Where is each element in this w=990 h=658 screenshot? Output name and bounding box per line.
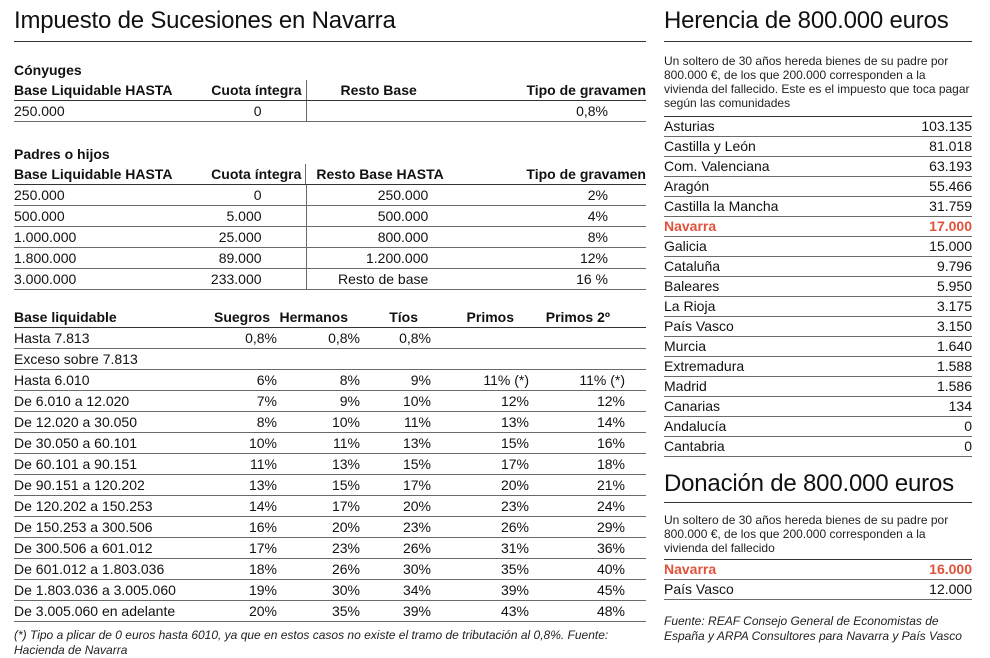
table-cell: 31%	[500, 540, 529, 556]
list-item	[664, 559, 972, 580]
region-name: Baleares	[664, 278, 720, 294]
table-cell: De 30.050 a 60.101	[14, 435, 137, 451]
table-cell: 18%	[596, 456, 625, 472]
table-cell: 5.000	[174, 206, 307, 226]
table-cell: 16 %	[576, 271, 608, 287]
region-name: Andalucía	[664, 418, 727, 434]
table-cell: 10%	[248, 435, 277, 451]
table-row	[14, 496, 646, 517]
region-name: Murcia	[664, 338, 707, 354]
table-header	[14, 164, 646, 185]
table-cell	[360, 349, 431, 369]
table-cell: 3.000.000	[14, 271, 77, 287]
table-cell: 20%	[402, 498, 431, 514]
table-cell: 0,8%	[399, 330, 431, 346]
list-item	[664, 277, 972, 297]
tax-amount: 81.018	[929, 138, 972, 154]
region-name: Madrid	[664, 378, 707, 394]
region-name: Cataluña	[664, 258, 721, 274]
herencia-title: Herencia de 800.000 euros	[664, 1, 972, 42]
table-cell: 24%	[596, 498, 625, 514]
table-cell: 35%	[500, 561, 529, 577]
table-cell: Exceso sobre 7.813	[14, 351, 138, 367]
table-cell: 13%	[248, 477, 277, 493]
tax-amount: 134	[948, 398, 972, 414]
column-header: Base liquidable	[14, 309, 117, 325]
table-cell: 14%	[248, 498, 277, 514]
padres-table-body	[14, 185, 646, 290]
table-cell: 26%	[402, 540, 431, 556]
region-name: Canarias	[664, 398, 721, 414]
otros-table-body	[14, 328, 646, 622]
region-name: Castilla y León	[664, 138, 756, 154]
table-cell: 250.000	[377, 187, 429, 203]
table-row	[14, 185, 646, 206]
list-item	[664, 137, 972, 157]
table-cell	[529, 349, 625, 369]
table-cell: De 150.253 a 300.506	[14, 519, 153, 535]
table-cell: 1.000.000	[14, 229, 77, 245]
list-item	[664, 157, 972, 177]
table-row	[14, 227, 646, 248]
table-row	[14, 412, 646, 433]
table-cell: 9%	[339, 393, 360, 409]
table-cell: 17%	[500, 456, 529, 472]
table-cell: De 300.506 a 601.012	[14, 540, 153, 556]
table-cell: 6%	[256, 372, 277, 388]
tax-amount: 12.000	[929, 581, 972, 597]
tax-amount: 1.586	[936, 378, 972, 394]
table-cell: De 60.101 a 90.151	[14, 456, 137, 472]
table-cell	[431, 349, 529, 369]
column-header: Primos 2º	[545, 309, 610, 325]
table-cell: 500.000	[14, 208, 65, 224]
table-cell: 29%	[596, 519, 625, 535]
list-item	[664, 437, 972, 457]
column-header: Resto Base HASTA	[316, 166, 444, 182]
table-cell: 15%	[402, 456, 431, 472]
table-cell: Hasta 6.010	[14, 372, 90, 388]
section-title-conyuges: Cónyuges	[14, 62, 82, 78]
table-cell: 250.000	[14, 103, 65, 119]
table-cell: 0,8%	[328, 330, 360, 346]
table-row	[14, 580, 646, 601]
table-cell: 13%	[402, 435, 431, 451]
table-cell: 11%	[250, 456, 277, 472]
column-header: Cuota íntegra	[174, 80, 307, 100]
column-header: Tíos	[389, 309, 418, 325]
table-row	[14, 391, 646, 412]
table-cell: 23%	[500, 498, 529, 514]
list-item	[664, 397, 972, 417]
table-cell: 17%	[248, 540, 277, 556]
table-cell: De 1.803.036 a 3.005.060	[14, 582, 176, 598]
list-item	[664, 297, 972, 317]
table-cell: De 6.010 a 12.020	[14, 393, 130, 409]
table-cell: 89.000	[174, 248, 307, 268]
region-name: Asturias	[664, 118, 715, 134]
table-header	[14, 80, 646, 101]
table-cell: 11%	[404, 414, 431, 430]
herencia-list	[664, 116, 972, 457]
tax-amount: 3.150	[936, 318, 972, 334]
list-item	[664, 177, 972, 197]
column-header: Tipo de gravamen	[526, 166, 646, 182]
table-cell	[431, 328, 529, 348]
source-note: Fuente: REAF Consejo General de Economistas de España y ARPA Consultores para Navarra y País Vasco	[664, 614, 962, 643]
list-item	[664, 237, 972, 257]
table-cell: De 90.151 a 120.202	[14, 477, 145, 493]
table-cell: 1.800.000	[14, 250, 77, 266]
table-row	[14, 349, 646, 370]
column-header: Primos	[466, 309, 514, 325]
table-row	[14, 601, 646, 622]
table-cell	[277, 349, 360, 369]
region-name: Com. Valenciana	[664, 158, 770, 174]
table-cell: 0	[174, 101, 307, 121]
table-cell: 43%	[500, 603, 529, 619]
table-cell: 18%	[248, 561, 277, 577]
table-cell: 8%	[339, 372, 360, 388]
region-name: Navarra	[664, 561, 717, 577]
table-cell: 34%	[402, 582, 431, 598]
footnote: (*) Tipo a plicar de 0 euros hasta 6010, ya que en estos casos no existe el tramo de tributación al 0,8%. Fuente: Hacienda de Navarra	[14, 628, 609, 657]
tax-amount: 15.000	[929, 238, 972, 254]
tax-amount: 5.950	[936, 278, 972, 294]
table-cell: 26%	[500, 519, 529, 535]
table-cell: 26%	[331, 561, 360, 577]
region-name: Navarra	[664, 218, 717, 234]
table-cell: 0,8%	[576, 103, 608, 119]
table-cell: 36%	[596, 540, 625, 556]
column-header: Resto Base	[340, 82, 417, 98]
table-row	[14, 475, 646, 496]
table-cell: 11%	[333, 435, 360, 451]
table-row	[14, 370, 646, 391]
tax-amount: 16.000	[929, 561, 972, 577]
list-item	[664, 377, 972, 397]
tax-amount: 3.175	[936, 298, 972, 314]
column-header: Base Liquidable HASTA	[14, 166, 173, 182]
table-cell	[307, 101, 443, 121]
table-cell: 30%	[331, 582, 360, 598]
table-cell: 15%	[500, 435, 529, 451]
table-cell: Hasta 7.813	[14, 330, 90, 346]
table-cell: Resto de base	[338, 271, 429, 287]
table-cell: 800.000	[377, 229, 429, 245]
table-row	[14, 538, 646, 559]
table-cell: 48%	[596, 603, 625, 619]
region-name: Cantabria	[664, 438, 725, 454]
table-cell: 4%	[587, 208, 608, 224]
region-name: Aragón	[664, 178, 710, 194]
table-cell: 11% (*)	[579, 372, 625, 388]
table-cell: De 12.020 a 30.050	[14, 414, 137, 430]
table-cell: 0	[174, 185, 307, 205]
column-header: Hermanos	[279, 309, 348, 325]
region-name: La Rioja	[664, 298, 716, 314]
table-cell: 11% (*)	[483, 372, 529, 388]
table-row	[14, 433, 646, 454]
section-title-padres: Padres o hijos	[14, 146, 110, 162]
table-cell: 35%	[331, 603, 360, 619]
list-item	[664, 116, 972, 137]
tax-amount: 1.588	[936, 358, 972, 374]
table-cell: 233.000	[174, 269, 307, 289]
tax-amount: 63.193	[929, 158, 972, 174]
table-row	[14, 269, 646, 290]
tax-amount: 31.759	[929, 198, 972, 214]
list-item	[664, 257, 972, 277]
table-cell: 45%	[596, 582, 625, 598]
table-row	[14, 248, 646, 269]
table-cell: 10%	[402, 393, 431, 409]
region-name: Castilla la Mancha	[664, 198, 779, 214]
region-name: Extremadura	[664, 358, 745, 374]
table-cell: 12%	[500, 393, 529, 409]
table-cell: 250.000	[14, 187, 65, 203]
tax-amount: 103.135	[921, 118, 972, 134]
table-cell: 39%	[500, 582, 529, 598]
tax-amount: 17.000	[929, 218, 972, 234]
list-item	[664, 337, 972, 357]
table-row	[14, 328, 646, 349]
tax-amount: 55.466	[929, 178, 972, 194]
table-cell: 500.000	[377, 208, 429, 224]
table-cell: 39%	[402, 603, 431, 619]
column-header: Tipo de gravamen	[526, 82, 646, 98]
table-row	[14, 517, 646, 538]
list-item	[664, 580, 972, 600]
table-cell: 10%	[331, 414, 360, 430]
page-title: Impuesto de Sucesiones en Navarra	[14, 1, 646, 42]
tax-amount: 1.640	[936, 338, 972, 354]
table-row	[14, 206, 646, 227]
table-header	[14, 307, 646, 328]
table-cell: 9%	[410, 372, 431, 388]
table-cell: De 601.012 a 1.803.036	[14, 561, 165, 577]
column-header: Base Liquidable HASTA	[14, 82, 173, 98]
list-item	[664, 197, 972, 217]
herencia-intro: Un soltero de 30 años hereda bienes de su padre por 800.000 €, de los que 200.000 corresponden a la vivienda del fallecido. Este es el impuesto que toca pagar según las comunidades	[664, 54, 970, 110]
donacion-list	[664, 559, 972, 600]
region-name: Galicia	[664, 238, 707, 254]
table-cell: 1.200.000	[366, 250, 429, 266]
list-item	[664, 317, 972, 337]
table-cell: 20%	[500, 477, 529, 493]
table-cell	[529, 328, 625, 348]
table-cell: 8%	[256, 414, 277, 430]
table-cell: 16%	[596, 435, 625, 451]
table-cell: 30%	[402, 561, 431, 577]
table-cell: 25.000	[174, 227, 307, 247]
list-item	[664, 217, 972, 237]
comparison-panel	[664, 0, 972, 644]
table-cell: De 120.202 a 150.253	[14, 498, 153, 514]
table-cell: 14%	[596, 414, 625, 430]
table-cell: 20%	[248, 603, 277, 619]
tax-amount: 0	[964, 418, 972, 434]
table-cell: 40%	[596, 561, 625, 577]
table-cell: 20%	[331, 519, 360, 535]
table-cell: 15%	[331, 477, 360, 493]
region-name: País Vasco	[664, 581, 734, 597]
table-cell: 17%	[331, 498, 360, 514]
table-cell: 23%	[402, 519, 431, 535]
table-cell: 12%	[596, 393, 625, 409]
table-cell: 0,8%	[245, 330, 277, 346]
column-header: Cuota íntegra	[174, 164, 307, 184]
tax-amount: 9.796	[936, 258, 972, 274]
table-cell: De 3.005.060 en adelante	[14, 603, 176, 619]
list-item	[664, 417, 972, 437]
table-cell: 7%	[256, 393, 277, 409]
table-row	[14, 559, 646, 580]
table-cell: 19%	[248, 582, 277, 598]
table-cell: 13%	[500, 414, 529, 430]
column-header: Suegros	[214, 309, 271, 325]
tax-amount: 0	[964, 438, 972, 454]
donacion-title: Donación de 800.000 euros	[664, 466, 972, 503]
table-cell: 12%	[579, 250, 608, 266]
table-cell: 16%	[248, 519, 277, 535]
table-cell: 8%	[587, 229, 608, 245]
table-cell: 23%	[331, 540, 360, 556]
list-item	[664, 357, 972, 377]
donacion-intro: Un soltero de 30 años hereda bienes de su padre por 800.000 €, de los que 200.000 corresponden a la vivienda del fallecido	[664, 513, 949, 555]
inheritance-tax-navarra-panel	[14, 0, 646, 658]
region-name: País Vasco	[664, 318, 734, 334]
table-cell: 13%	[331, 456, 360, 472]
table-cell: 17%	[402, 477, 431, 493]
table-cell: 21%	[596, 477, 625, 493]
table-row	[14, 101, 646, 122]
table-row	[14, 454, 646, 475]
table-cell	[214, 349, 277, 369]
table-cell: 2%	[587, 187, 608, 203]
